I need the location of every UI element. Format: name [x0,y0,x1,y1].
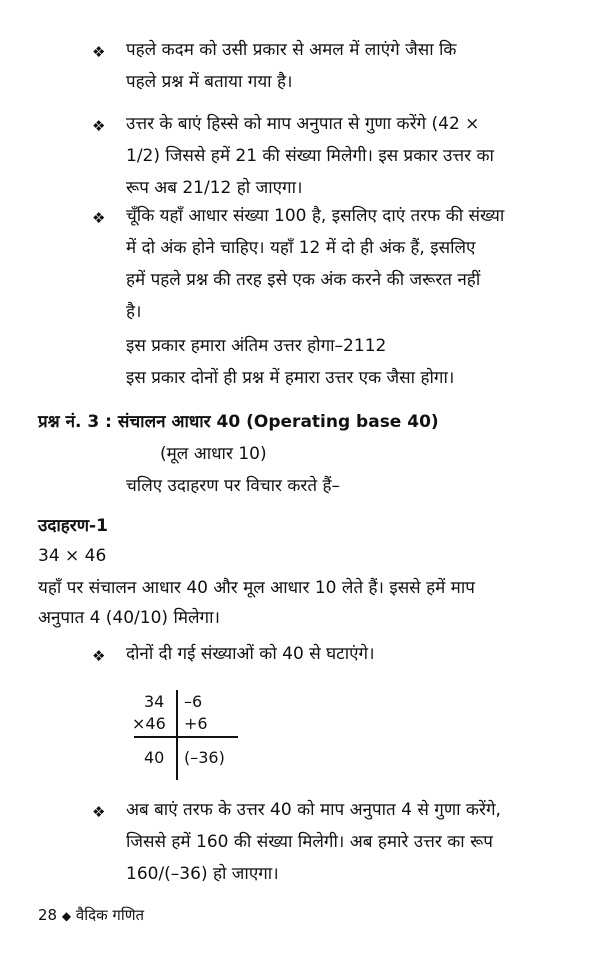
page-number: 28 [38,906,58,924]
intro-line: चलिए उदाहरण पर विचार करते हैं– [126,476,341,496]
right-result: (–36) [184,748,225,767]
text-line: दोनों दी गई संख्याओं को 40 से घटाएंगे। [126,644,375,664]
horizontal-divider [134,736,238,738]
number-one: 34 [144,692,165,711]
text-line: अब बाएं तरफ के उत्तर 40 को माप अनुपात 4 से गुणा करेंगे, [126,800,501,820]
left-result: 40 [144,748,165,767]
base-note: (मूल आधार 10) [160,444,267,464]
bullet-icon: ❖ [92,647,106,665]
text-line: चूँकि यहाँ आधार संख्या 100 है, इसलिए दाएं तरफ की संख्या [126,206,505,226]
page-footer [38,904,144,927]
text-line: हमें पहले प्रश्न की तरह इसे एक अंक करने की जरूरत नहीं [126,270,481,290]
deviation-two: +6 [184,714,208,733]
deviation-one: –6 [184,692,203,711]
final-answer-line: इस प्रकार हमारा अंतिम उत्तर होगा–2112 [126,336,387,356]
text-line: पहले कदम को उसी प्रकार से अमल में लाएंगे जैसा कि [126,40,457,60]
text-line: में दो अंक होने चाहिए। यहाँ 12 में दो ही अंक हैं, इसलिए [126,238,476,258]
book-title: वैदिक गणित [75,906,145,924]
text-line: उत्तर के बाएं हिस्से को माप अनुपात से गुणा करेंगे (42 × [126,114,480,134]
bullet-icon: ❖ [92,209,106,227]
text-line: पहले प्रश्न में बताया गया है। [126,72,293,92]
bullet-icon: ❖ [92,803,106,821]
text-line: जिससे हमें 160 की संख्या मिलेगी। अब हमारे उत्तर का रूप [126,832,493,852]
text-line: रूप अब 21/12 हो जाएगा। [126,178,303,198]
text-line: यहाँ पर संचालन आधार 40 और मूल आधार 10 लेते हैं। इससे हमें माप [38,578,475,598]
text-line: 1/2) जिससे हमें 21 की संख्या मिलेगी। इस प्रकार उत्तर का [126,146,494,166]
text-line: अनुपात 4 (40/10) मिलेगा। [38,608,220,628]
problem-statement: 34 × 46 [38,546,107,566]
text-line: है। [126,302,142,322]
bullet-icon: ❖ [92,117,106,135]
question-heading: प्रश्न नं. 3 : संचालन आधार 40 (Operating base 40) [38,412,439,432]
example-heading: उदाहरण-1 [38,516,108,536]
bullet-icon: ❖ [92,43,106,61]
vertical-divider [176,690,178,780]
same-answer-line: इस प्रकार दोनों ही प्रश्न में हमारा उत्तर एक जैसा होगा। [126,368,455,388]
diamond-icon: ◆ [61,909,72,923]
calculation-table [128,690,248,780]
number-two: ×46 [132,714,166,733]
text-line: 160/(–36) हो जाएगा। [126,864,279,884]
